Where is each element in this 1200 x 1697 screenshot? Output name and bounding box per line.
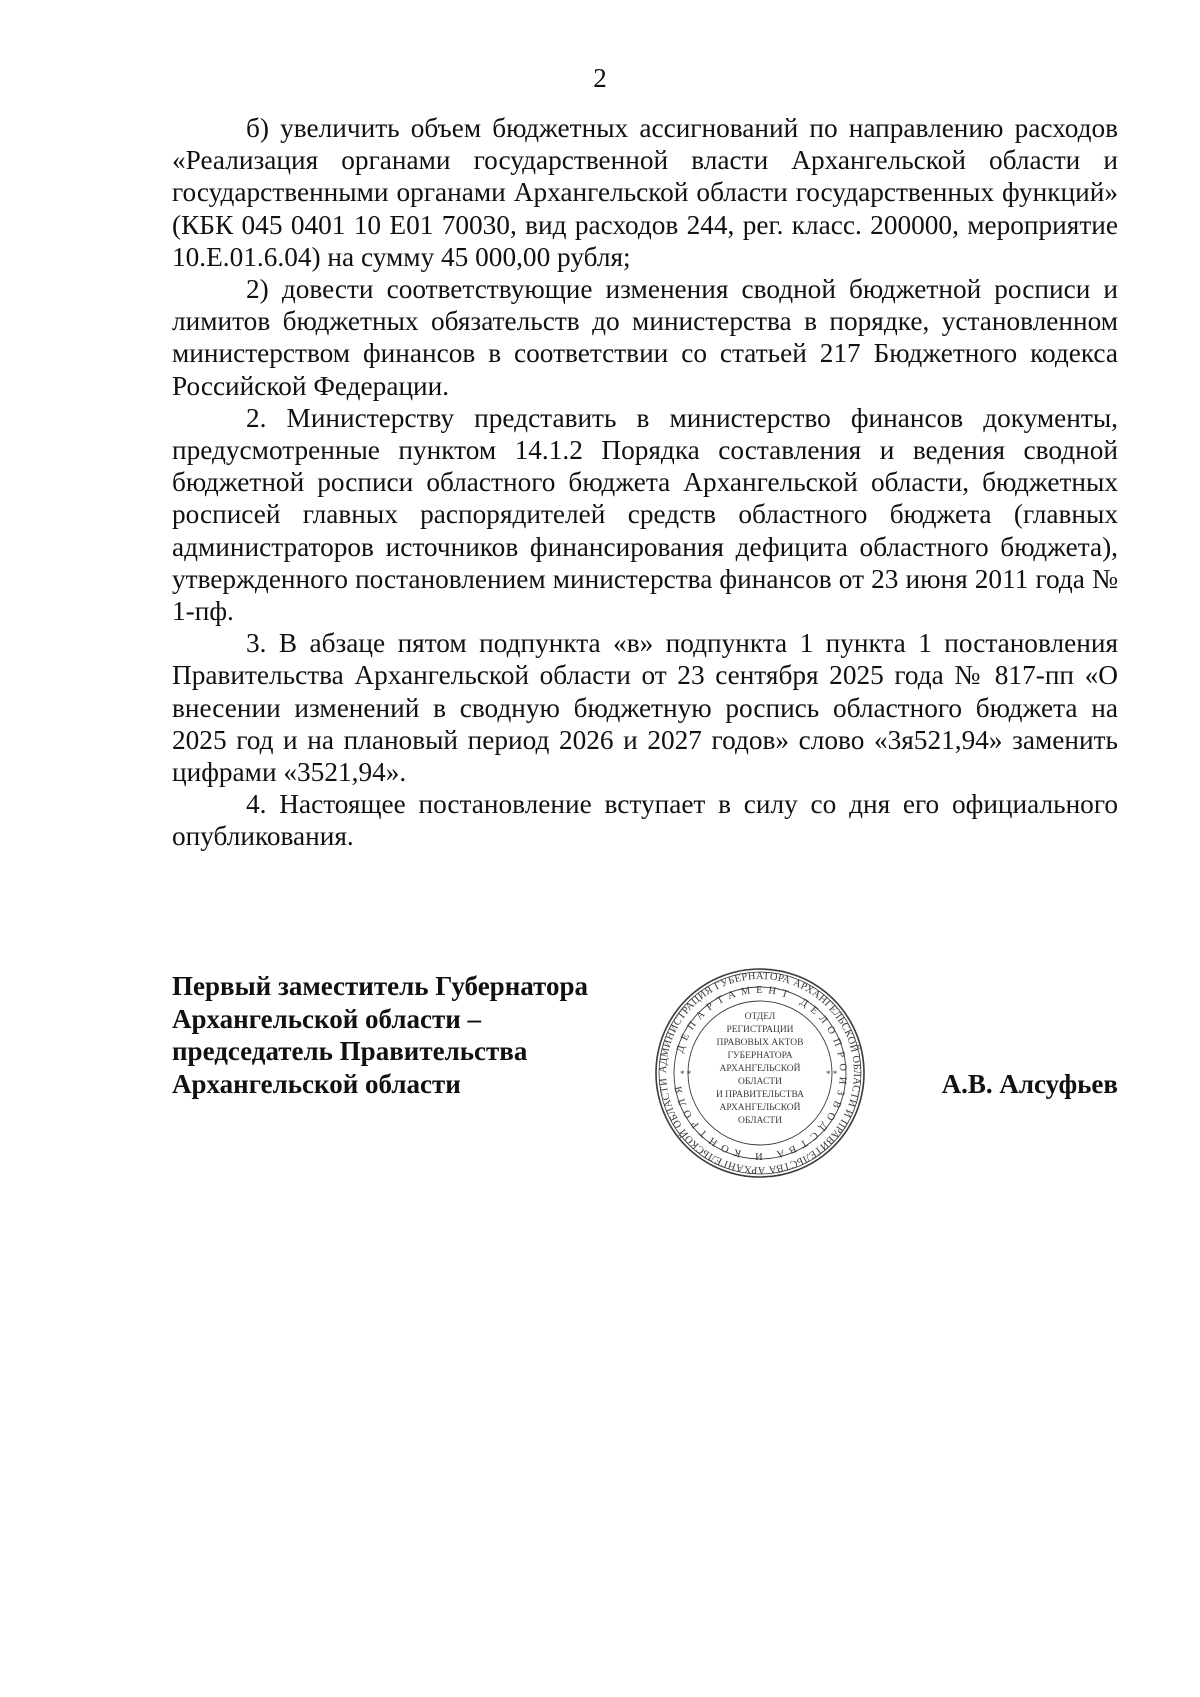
- signatory-line: Архангельской области –: [172, 1003, 482, 1034]
- svg-text:ОБЛАСТИ: ОБЛАСТИ: [738, 1116, 782, 1126]
- svg-text:ОТДЕЛ: ОТДЕЛ: [744, 1012, 776, 1022]
- signatory-line: Архангельской области: [172, 1068, 461, 1099]
- svg-text:РЕГИСТРАЦИИ: РЕГИСТРАЦИИ: [726, 1025, 794, 1035]
- stamp-inner-ring-text: ДЕПАРТАМЕНТ ДЕЛОПРОИЗВОДСТВА И КОНТРОЛЯ: [672, 984, 849, 1162]
- signatory-line: председатель Правительства: [172, 1036, 528, 1066]
- svg-text:АРХАНГЕЛЬСКОЙ: АРХАНГЕЛЬСКОЙ: [719, 1064, 801, 1074]
- stamp-center-text: [716, 1012, 804, 1126]
- document-body: [172, 112, 1118, 853]
- paragraph-1-2: 2) довести соответствующие изменения сводной бюджетной росписи и лимитов бюджетных обязательств до министерства в порядке, установленном министерством финансов в соответствии со статьей 217 Бюджетного кодекса Российской Федерации.: [172, 274, 1118, 401]
- stamp-outer-ring-text: АДМИНИСТРАЦИЯ ГУБЕРНАТОРА АРХАНГЕЛЬСКОЙ ОБЛАСТИ И ПРАВИТЕЛЬСТВА АРХАНГЕЛЬСКОЙ ОБЛАСТИ: [657, 970, 863, 1176]
- paragraph-3: 3. В абзаце пятом подпункта «в» подпункта 1 пункта 1 постановления Правительства Архангельской области от 23 сентября 2025 года № 817-пп «О внесении изменений в сводную бюджетную роспись областного бюджета на 2025 год и на плановый период 2026 и 2027 годов» слово «3я521,94» заменить цифрами «3521,94».: [172, 628, 1118, 788]
- paragraph-4: 4. Настоящее постановление вступает в силу со дня его официального опубликования.: [172, 789, 1118, 852]
- page-number: 2: [593, 63, 607, 93]
- stamp-star-left: * *: [680, 1069, 692, 1079]
- svg-text:И ПРАВИТЕЛЬСТВА: И ПРАВИТЕЛЬСТВА: [715, 1090, 805, 1100]
- svg-text:ОБЛАСТИ: ОБЛАСТИ: [738, 1077, 782, 1087]
- svg-text:АРХАНГЕЛЬСКОЙ: АРХАНГЕЛЬСКОЙ: [719, 1103, 801, 1113]
- svg-text:ГУБЕРНАТОРА: ГУБЕРНАТОРА: [727, 1051, 793, 1061]
- stamp-star-right: * *: [826, 1069, 838, 1079]
- signatory-line: Первый заместитель Губернатора: [172, 971, 588, 1001]
- paragraph-2: 2. Министерству представить в министерство финансов документы, предусмотренные пунктом 14.1.2 Порядка составления и ведения сводной бюджетной росписи областного бюджета Архангельской области, бюджетных росписей главных распорядителей средств областного бюджета (главных администраторов источников финансирования дефицита областного бюджета), утвержденного постановлением министерства финансов от 23 июня 2011 года № 1-пф.: [172, 402, 1118, 627]
- signer-name: А.В. Алсуфьев: [941, 1069, 1118, 1099]
- signatory-title: [172, 970, 588, 1100]
- official-stamp: [650, 963, 870, 1183]
- paragraph-1b: б) увеличить объем бюджетных ассигнований по направлению расходов «Реализация органами государственной власти Архангельской области и государственными органами Архангельской области государственных функций» (КБК 045 0401 10 Е01 70030, вид расходов 244, рег. класс. 200000, мероприятие 10.Е.01.6.04) на сумму 45 000,00 рубля;: [172, 113, 1118, 272]
- svg-text:ПРАВОВЫХ АКТОВ: ПРАВОВЫХ АКТОВ: [716, 1038, 804, 1048]
